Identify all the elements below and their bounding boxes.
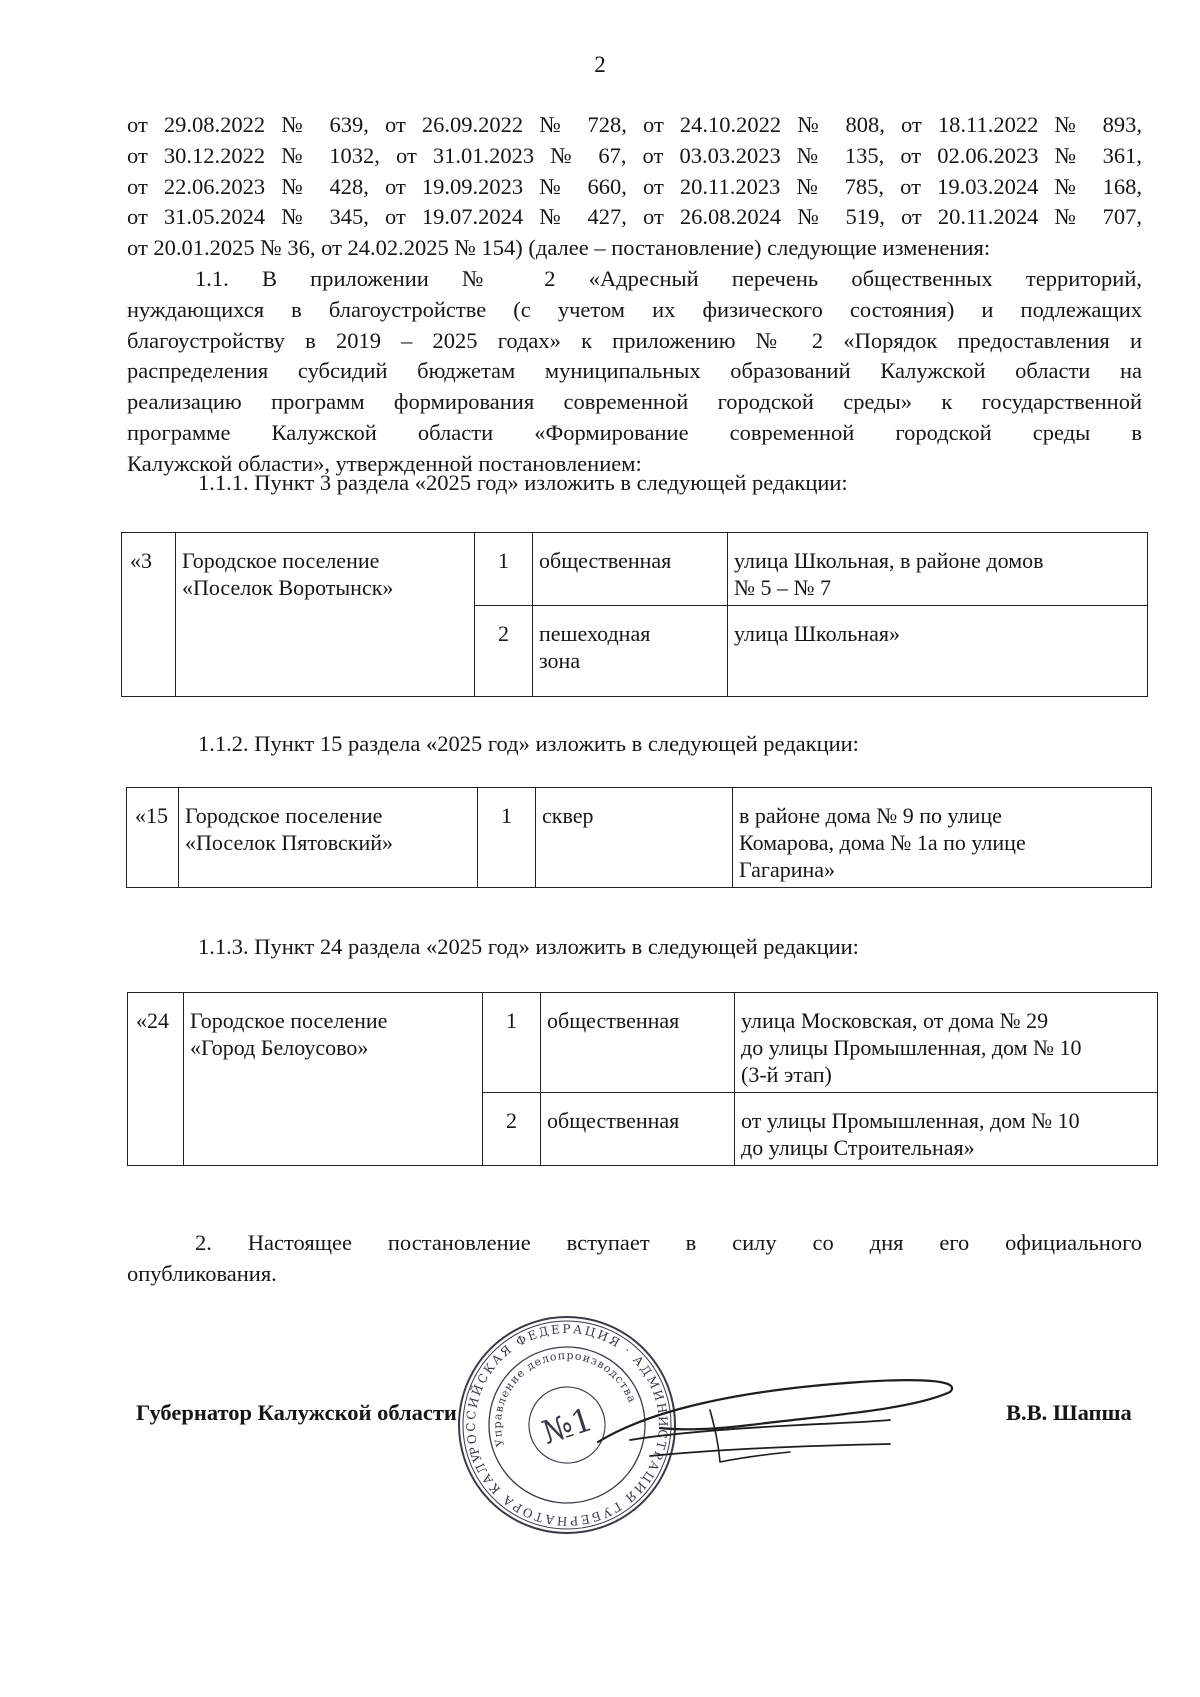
item-number-cell: «3 <box>122 533 176 697</box>
table-row <box>127 788 1152 888</box>
section-1-1-1-heading: 1.1.1. Пункт 3 раздела «2025 год» изложить в следующей редакции: <box>198 470 848 495</box>
amendment-table-item-3 <box>121 532 1148 697</box>
address-cell: улица Школьная» <box>728 606 1148 697</box>
handwritten-signature <box>590 1370 970 1490</box>
clause-1-1-line: нуждающихся в благоустройстве (с учетом их физического состояния) и подлежащих <box>127 296 1142 322</box>
clause-1-1-line: программе Калужской области «Формирование современной городской среды в <box>127 419 1142 445</box>
signatory-name: В.В. Шапша <box>1006 1400 1132 1425</box>
row-number-cell: 1 <box>478 788 536 888</box>
page-number: 2 <box>594 52 606 77</box>
table-row <box>128 993 1158 1093</box>
clause-1-1-line: 1.1. В приложении № 2 «Адресный перечень общественных территорий, <box>195 265 1142 291</box>
stamp-outer-text: РОССИЙСКАЯ ФЕДЕРАЦИЯ · АДМИНИСТРАЦИЯ ГУБЕРНАТОРА КАЛУЖСКОЙ <box>463 1321 671 1529</box>
item-number-cell: «15 <box>127 788 179 888</box>
row-number-cell: 2 <box>475 606 533 697</box>
intro-line: от 29.08.2022 № 639, от 26.09.2022 № 728, от 24.10.2022 № 808, от 18.11.2022 № 893, <box>127 112 1142 137</box>
clause-1-1-line: Калужской области», утвержденной постановлением: <box>127 450 642 476</box>
territory-type-cell: общественная <box>541 993 735 1093</box>
amendment-table-item-24 <box>127 992 1158 1166</box>
clause-1-1-line: реализацию программ формирования современной городской среды» к государственной <box>127 389 1142 415</box>
territory-type-cell: сквер <box>536 788 733 888</box>
section-1-1-2-heading: 1.1.2. Пункт 15 раздела «2025 год» изложить в следующей редакции: <box>198 731 859 756</box>
intro-line: от 31.05.2024 № 345, от 19.07.2024 № 427, от 26.08.2024 № 519, от 20.11.2024 № 707, <box>127 204 1142 230</box>
territory-type-cell: общественная <box>533 533 728 606</box>
municipality-cell: Городское поселение «Поселок Воротынск» <box>176 533 475 697</box>
address-cell: улица Московская, от дома № 29 до улицы Промышленная, дом № 10 (3-й этап) <box>735 993 1158 1093</box>
territory-type-cell: пешеходная зона <box>533 606 728 697</box>
intro-line: от 20.01.2025 № 36, от 24.02.2025 № 154) (далее – постановление) следующие изменения: <box>127 235 991 261</box>
territory-type-cell: общественная <box>541 1093 735 1166</box>
item-number-cell: «24 <box>128 993 184 1166</box>
address-cell: в районе дома № 9 по улице Комарова, дома № 1а по улице Гагарина» <box>733 788 1152 888</box>
intro-line: от 30.12.2022 № 1032, от 31.01.2023 № 67, от 03.03.2023 № 135, от 02.06.2023 № 361, <box>127 142 1142 168</box>
clause-1-1-line: распределения субсидий бюджетам муниципальных образований Калужской области на <box>127 358 1142 384</box>
clause-2-line: опубликования. <box>127 1261 277 1286</box>
intro-line: от 22.06.2023 № 428, от 19.09.2023 № 660, от 20.11.2023 № 785, от 19.03.2024 № 168, <box>127 173 1142 199</box>
row-number-cell: 1 <box>475 533 533 606</box>
row-number-cell: 1 <box>483 993 541 1093</box>
signatory-position: Губернатор Калужской области <box>136 1400 457 1425</box>
address-cell: от улицы Промышленная, дом № 10 до улицы Строительная» <box>735 1093 1158 1166</box>
address-cell: улица Школьная, в районе домов № 5 – № 7 <box>728 533 1148 606</box>
section-1-1-3-heading: 1.1.3. Пункт 24 раздела «2025 год» изложить в следующей редакции: <box>198 934 859 959</box>
body-text <box>127 110 1142 480</box>
municipality-cell: Городское поселение «Поселок Пятовский» <box>179 788 478 888</box>
table-row <box>122 533 1148 606</box>
stamp-center-number: №1 <box>537 1400 598 1452</box>
municipality-cell: Городское поселение «Город Белоусово» <box>184 993 483 1166</box>
row-number-cell: 2 <box>483 1093 541 1166</box>
clause-2-line: 2. Настоящее постановление вступает в силу со дня его официального <box>195 1230 1142 1255</box>
clause-1-1-line: благоустройству в 2019 – 2025 годах» к приложению № 2 «Порядок предоставления и <box>127 327 1142 353</box>
amendment-table-item-15 <box>126 787 1152 888</box>
stamp-inner-text: Управление делопроизводства <box>490 1348 639 1448</box>
clause-2 <box>127 1227 1142 1289</box>
